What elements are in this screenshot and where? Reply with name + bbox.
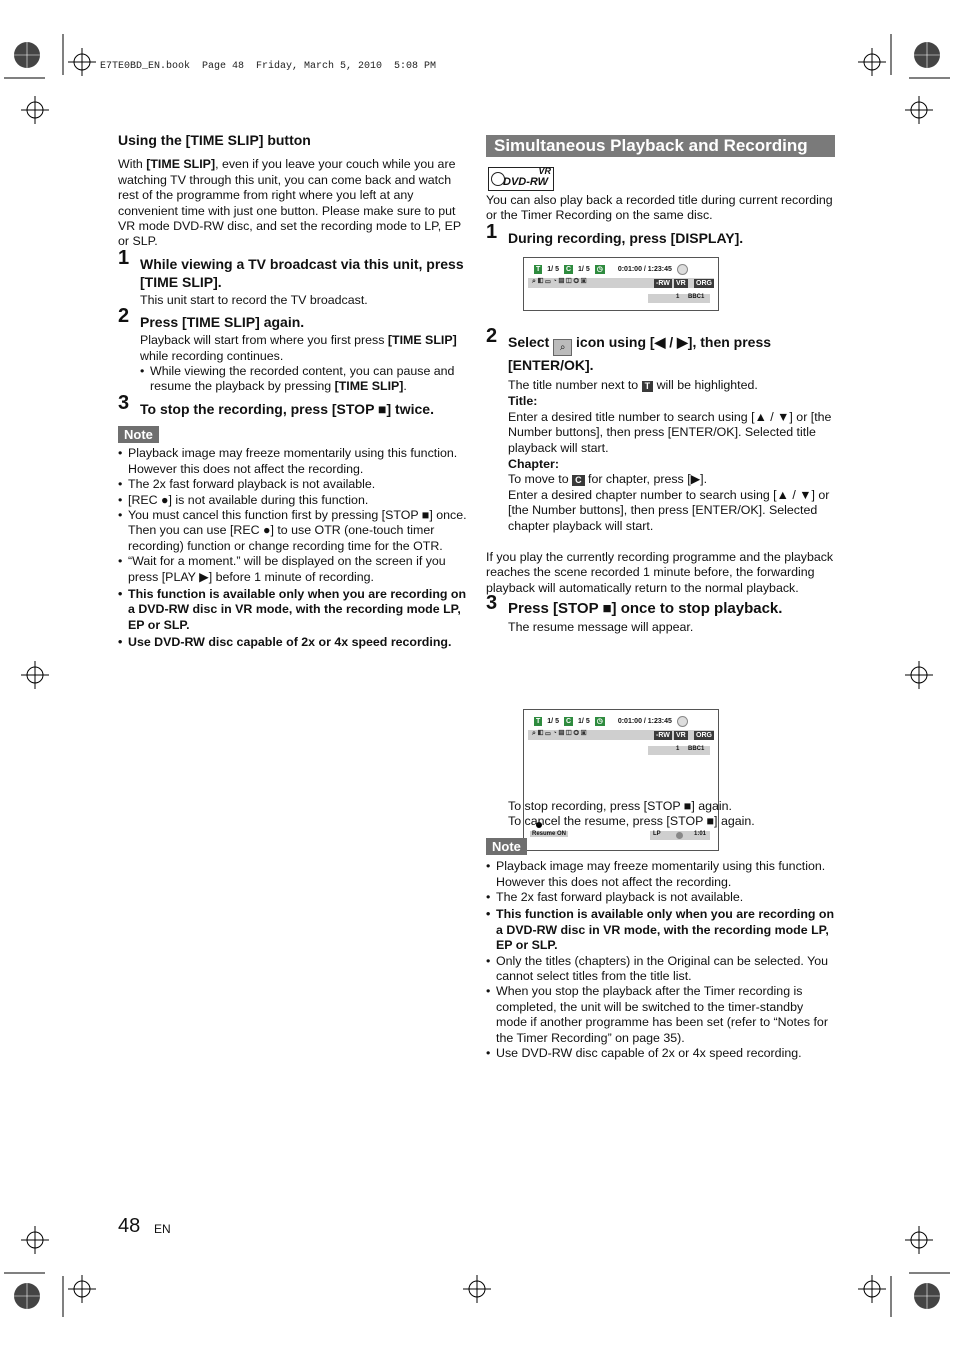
- list-item: • You must cancel this function first by pressing [STOP ■] once. Then you can use [REC ●] to use OTR (one-touch timer recording) function or change recording time for the OTR.: [118, 508, 468, 554]
- right-column: [486, 193, 836, 247]
- list-item: • The 2x fast forward playback is not available.: [118, 477, 468, 492]
- osd-icon-bar: ⌕◧▭◔▤◫◎▣ -RW VR ORG: [528, 730, 714, 740]
- right-bottom: To stop recording, press [STOP ■] again. To cancel the resume, press [STOP ■] again. Note • Playback image may freeze momentarily using this function. However this does not affect the recording. • The 2x fast forward playback is not available. • This function is available only when you are recording on a DVD-RW disc in VR mode, with the recording mode LP, EP or SLP. • Only the titles (chapters) in the Original can be selected. You cannot select titles from the title list. • When you stop the playback after the Timer recording is completed, the unit will be switched to the timer-standby mode if another programme has been set (refer to “Notes for the Timer Recording” on page 35). • Use DVD-RW disc capable of 2x or 4x speed recording.: [486, 799, 836, 1062]
- title-icon: T: [642, 381, 654, 392]
- search-icon: ⌕: [553, 339, 572, 356]
- note-label: Note: [118, 426, 159, 443]
- dvd-rw-vr-logo: VR DVD-RW: [488, 167, 554, 191]
- right-middle-para: If you play the currently recording programme and the playback reaches the scene recorded 1 minute before, the forwarding playback will automatically return to the normal playback.: [486, 550, 834, 595]
- time-slip-intro: With [TIME SLIP], even if you leave your couch while you are watching TV through this unit, you can come back and watch rest of the programme from right where you left at any convenient time with just one button. Please make sure to put VR mode DVD-RW disc, and set the recording mode to LP, EP or SLP.: [118, 157, 461, 249]
- osd-screen-1: T 1/ 5 C 1/ 5 ◷ 0:01:00 / 1:23:45 ⌕◧▭◔▤◫◎▣ -RW VR ORG 1 BBC1: [523, 257, 719, 311]
- section-title: Simultaneous Playback and Recording: [486, 135, 835, 157]
- title-icon: T: [536, 266, 541, 273]
- clock-icon: ◷: [596, 718, 603, 725]
- chapter-icon: C: [565, 718, 572, 725]
- list-item: • This function is available only when you are recording on a DVD-RW disc in VR mode, with the recording mode LP, EP or SLP.: [118, 587, 468, 633]
- right-step-3: 3 Press [STOP ■] once to stop playback. The resume message will appear.: [486, 592, 783, 635]
- osd-icon-bar: ⌕◧▭◔▤◫◎▣ -RW VR ORG: [528, 278, 714, 288]
- left-notes: [118, 446, 468, 650]
- title-icon: T: [536, 718, 541, 725]
- osd-icon-row: ⌕◧▭◔▤◫◎▣: [532, 278, 589, 285]
- print-header: E7TE0BD_EN.book Page 48 Friday, March 5, 2010 5:08 PM: [100, 61, 437, 72]
- resume-status: Resume ON: [532, 831, 567, 837]
- left-step-1: 1 While viewing a TV broadcast via this unit, press [TIME SLIP]. This unit start to record the TV broadcast.: [118, 246, 464, 307]
- disc-icon: [677, 716, 688, 727]
- right-notes: [486, 859, 836, 1061]
- left-step-2: 2 Press [TIME SLIP] again. Playback will start from where you first press [TIME SLIP] while recording continues. • While viewing the recorded content, you can pause and resume the playback by pressing [TIME SLIP].: [118, 313, 468, 395]
- list-item: • This function is available only when you are recording on a DVD-RW disc in VR mode, with the recording mode LP, EP or SLP.: [486, 907, 836, 953]
- list-item: • [REC ●] is not available during this function.: [118, 493, 468, 508]
- right-step-2-block: [486, 325, 836, 636]
- list-item: • The 2x fast forward playback is not available.: [486, 890, 836, 905]
- rec-status-bar: LP 1:01: [650, 831, 710, 840]
- right-step-2: 2 Select ⌕ icon using [◀ / ▶], then press [ENTER/OK]. The title number next to T will be highlighted. Title: Enter a desired title number to search using [▲ / ▼] or [the Number buttons], then press [ENTER/OK]. Selected title playback will start. Chapter: To move to C for chapter, press [▶]. Enter a desired chapter number to search using [▲ / ▼] or [the Number buttons], then press [ENTER/OK]. Selected chapter playback will start.: [486, 325, 832, 533]
- list-item: • “Wait for a moment.” will be displayed on the screen if you press [PLAY ▶] before 1 minute of recording.: [118, 554, 468, 585]
- right-step-1: 1 During recording, press [DISPLAY].: [486, 220, 744, 246]
- chapter-icon: C: [572, 475, 585, 486]
- list-item: • Use DVD-RW disc capable of 2x or 4x speed recording.: [486, 1046, 836, 1061]
- list-item: • Only the titles (chapters) in the Original can be selected. You cannot select titles from the title list.: [486, 954, 836, 985]
- list-item: • Playback image may freeze momentarily using this function. However this does not affect the recording.: [118, 446, 468, 477]
- osd-icon-row: ⌕◧▭◔▤◫◎▣: [532, 730, 589, 737]
- left-step-3: 3 To stop the recording, press [STOP ■] twice.: [118, 391, 434, 417]
- osd-screen-2: T 1/ 5 C 1/ 5 ◷ 0:01:00 / 1:23:45 ⌕◧▭◔▤◫◎▣ -RW VR ORG 1 BBC1 Resume ON LP 1:01: [523, 709, 719, 851]
- channel-bar: 1 BBC1: [648, 294, 710, 303]
- disc-icon: [677, 264, 688, 275]
- channel-bar: 1 BBC1: [648, 746, 710, 755]
- list-item: • While viewing the recorded content, you can pause and resume the playback by pressing [TIME SLIP].: [140, 364, 468, 395]
- language-code: EN: [154, 1222, 171, 1236]
- list-item: • Playback image may freeze momentarily using this function. However this does not affect the recording.: [486, 859, 836, 890]
- time-slip-heading: Using the [TIME SLIP] button: [118, 132, 311, 148]
- note-label: Note: [486, 838, 527, 855]
- clock-icon: ◷: [596, 266, 603, 273]
- disc-icon: [491, 172, 505, 186]
- list-item: • When you stop the playback after the Timer recording is completed, the unit will be switched to the timer-standby mode if another programme has been set (refer to “Notes for the Timer Recording” on page 35).: [486, 984, 836, 1046]
- page-number: 48: [118, 1215, 141, 1237]
- chapter-icon: C: [565, 266, 572, 273]
- right-intro: You can also play back a recorded title during current recording or the Timer Recording on the same disc.: [486, 193, 833, 223]
- list-item: • Use DVD-RW disc capable of 2x or 4x speed recording.: [118, 635, 468, 650]
- left-column: [118, 133, 468, 651]
